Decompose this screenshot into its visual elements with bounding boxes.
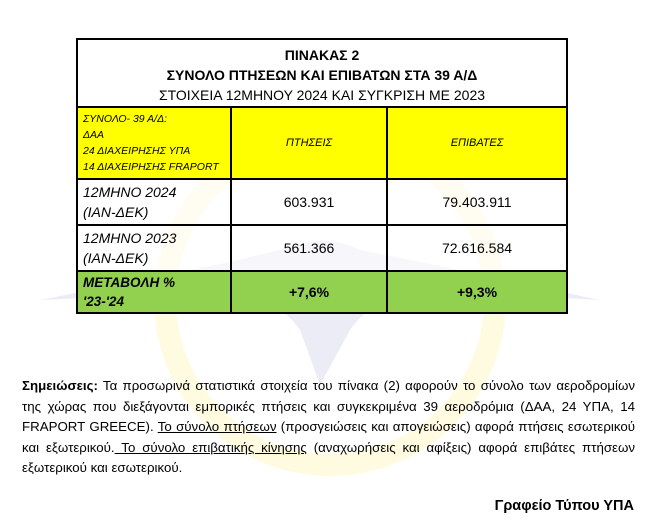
change-label-title: ΜΕΤΑΒΟΛΗ % [83, 275, 176, 290]
row-label-period: 12ΜΗΝΟ 2024 [83, 184, 177, 200]
flights-change: +7,6% [231, 271, 387, 313]
flights-2023: 561.366 [231, 225, 387, 271]
row-label-2023 [77, 225, 231, 271]
notes-underline-passengers: Το σύνολο επιβατικής κίνησης [114, 439, 307, 455]
column-header-passengers: ΕΠΙΒΑΤΕΣ [387, 107, 567, 179]
press-office-signature: Γραφείο Τύπου ΥΠΑ [494, 498, 634, 514]
title-row [77, 39, 567, 107]
flights-2024: 603.931 [231, 179, 387, 225]
change-label-years: '23-'24 [83, 294, 124, 309]
header-line-ypa: 24 ΔΙΑΧΕΙΡΗΣΗΣ ΥΠΑ [83, 145, 191, 157]
table-title: ΠΙΝΑΚΑΣ 2 [284, 46, 360, 63]
header-line-fraport: 14 ΔΙΑΧΕΙΡΗΣΗΣ FRAPORT [83, 161, 219, 173]
row-label-months: (ΙΑΝ-ΔΕΚ) [83, 204, 149, 220]
passengers-2023: 72.616.584 [387, 225, 567, 271]
notes-paragraph [22, 376, 635, 479]
notes-text-1: Τα προσωρινά στατιστικά στοιχεία του πίνακα (2) αφορούν το σύνολο των αεροδρομίων της χώρας που διεξάγονται εμπορικές πτήσεις και συγκεκριμένα 39 αεροδρόμια (ΔΑΑ, 24 ΥΠΑ, 14 FRAPORT GREECE). [22, 378, 635, 434]
notes-text-3: (αναχωρήσεις και αφίξεις) αφορά επιβάτες πτήσεων εξωτερικού και εσωτερικού. [22, 439, 635, 475]
notes-heading: Σημειώσεις: [22, 378, 98, 393]
notes-underline-flights: Το σύνολο πτήσεων [157, 419, 277, 434]
row-label-period: 12ΜΗΝΟ 2023 [83, 230, 177, 246]
passengers-2024: 79.403.911 [387, 179, 567, 225]
table-title-cell [77, 39, 567, 107]
stats-table [76, 38, 568, 314]
change-row [77, 271, 567, 313]
table-description: ΣΤΟΙΧΕΙΑ 12ΜΗΝΟΥ 2024 ΚΑΙ ΣΥΓΚΡΙΣΗ ΜΕ 2023 [158, 86, 486, 103]
column-header-flights: ΠΤΗΣΕΙΣ [231, 107, 387, 179]
row-label-2024 [77, 179, 231, 225]
header-line-total: ΣΥΝΟΛΟ- 39 Α/Δ: [83, 113, 168, 125]
stats-table-container [76, 38, 566, 314]
header-line-daa: ΔΑΑ [83, 129, 105, 141]
change-label [77, 271, 231, 313]
table-subtitle: ΣΥΝΟΛΟ ΠΤΗΣΕΩΝ ΚΑΙ ΕΠΙΒΑΤΩΝ ΣΤΑ 39 Α/Δ [166, 66, 478, 83]
passengers-change: +9,3% [387, 271, 567, 313]
notes-text-2: (προσγειώσεις και απογειώσεις) αφορά πτήσεις εσωτερικού και εξωτερικού. [22, 419, 635, 455]
row-label-months: (ΙΑΝ-ΔΕΚ) [83, 250, 149, 266]
header-row [77, 107, 567, 179]
table-row [77, 225, 567, 271]
header-airports-cell [77, 107, 231, 179]
table-row [77, 179, 567, 225]
